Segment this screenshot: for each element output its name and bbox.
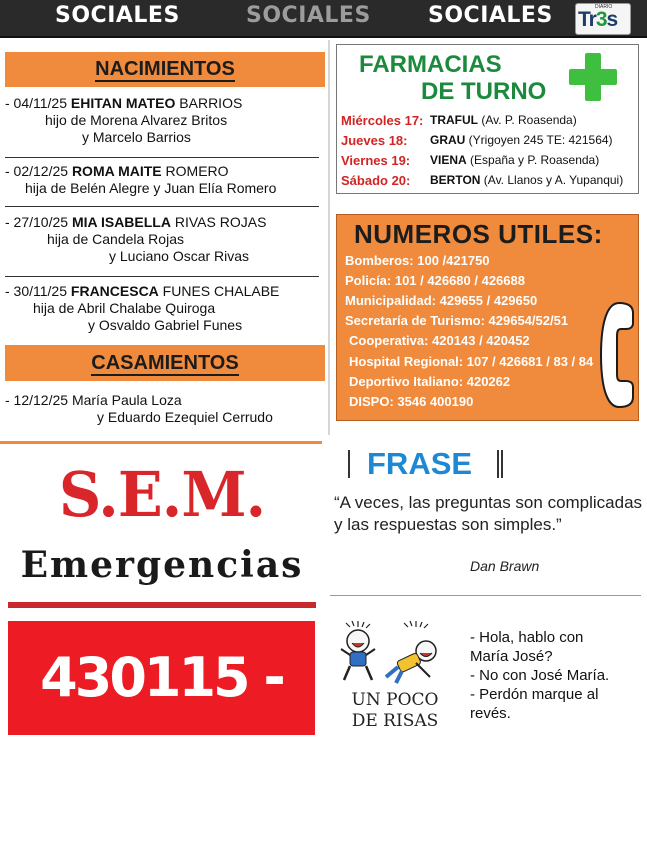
header-word: SOCIALES	[55, 3, 180, 28]
frase-author: Dan Brawn	[470, 558, 540, 574]
farmacias-subtitle: DE TURNO	[421, 78, 547, 105]
telephone-handset-icon	[599, 301, 635, 409]
birth-entry: - 04/11/25 EHITAN MATEO BARRIOS hijo de Morena Alvarez Britos y Marcelo Barrios	[5, 95, 243, 145]
farmacias-title: FARMACIAS	[359, 51, 502, 78]
birth-entry: - 30/11/25 FRANCESCA FUNES CHALABE hija de Abril Chalabe Quiroga y Osvaldo Gabriel Funes	[5, 283, 280, 333]
numeros-utiles-box	[336, 214, 639, 421]
frase-divider	[330, 595, 641, 596]
phone-number-line: Deportivo Italiano: 420262	[349, 374, 511, 389]
frase-bar	[501, 450, 503, 478]
sem-rule	[8, 602, 316, 608]
column-divider	[328, 40, 330, 435]
sem-phone-numbers: 430115 - 420434	[8, 621, 315, 735]
header-bar	[0, 0, 647, 38]
joke-text: - Hola, hablo con María José? - No con José María. - Perdón marque al revés.	[470, 629, 610, 722]
wedding-entry: - 12/12/25 María Paula Loza y Eduardo Ezequiel Cerrudo	[5, 392, 273, 425]
phone-number-line: Bomberos: 100 /421750	[345, 253, 490, 268]
phone-number-line: Policía: 101 / 426680 / 426688	[345, 273, 525, 288]
phone-number-line: Cooperativa: 420143 / 420452	[349, 333, 530, 348]
nacimientos-header: NACIMIENTOS	[5, 52, 325, 87]
logo-word: Tr3s	[578, 8, 618, 31]
farmacias-box: FARMACIAS DE TURNO Miércoles 17: TRAFUL (Av. P. Roasenda) Jueves 18: GRAU (Yrigoyen 245 TE: 421564) Viernes 19: VIENA (España y P. Roasenda) Sábado 20: BERTON (Av. Llanos y A. Yupanqui)	[336, 44, 639, 194]
laughing-figures-illustration	[338, 617, 458, 687]
phone-number-line: DISPO: 3546 400190	[349, 394, 474, 409]
risas-title: UN POCO DE RISAS	[351, 690, 439, 731]
frase-bar	[348, 450, 350, 478]
diario-tres-logo	[575, 3, 631, 35]
casamientos-header: CASAMIENTOS	[5, 345, 325, 381]
section-rule	[0, 441, 322, 444]
phone-number-line: Secretaría de Turismo: 429654/52/51	[345, 313, 569, 328]
sem-subtitle: Emergencias	[20, 544, 304, 586]
frase-quote: “A veces, las preguntas son complicadas y las respuestas son simples.”	[334, 493, 643, 534]
birth-entry: - 02/12/25 ROMA MAITE ROMERO hija de Belén Alegre y Juan Elía Romero	[5, 163, 277, 196]
frase-bar	[497, 450, 499, 478]
separator	[5, 157, 319, 158]
numeros-utiles-title: NUMEROS UTILES:	[354, 219, 603, 249]
phone-number-line: Hospital Regional: 107 / 426681 / 83 / 84	[349, 354, 594, 369]
frase-title: FRASE	[367, 446, 473, 481]
sem-logo-text: S.E.M.	[58, 458, 266, 531]
birth-entry: - 27/10/25 MIA ISABELLA RIVAS ROJAS hija de Candela Rojas y Luciano Oscar Rivas	[5, 214, 267, 264]
logo-sup: DIARIO	[595, 4, 613, 10]
sem-ad	[8, 452, 316, 614]
separator	[5, 276, 319, 277]
separator	[5, 206, 319, 207]
header-word: SOCIALES	[428, 3, 553, 28]
header-word: SOCIALES	[246, 3, 371, 28]
pharmacy-cross-icon	[569, 53, 617, 101]
phone-number-line: Municipalidad: 429655 / 429650	[345, 293, 538, 308]
